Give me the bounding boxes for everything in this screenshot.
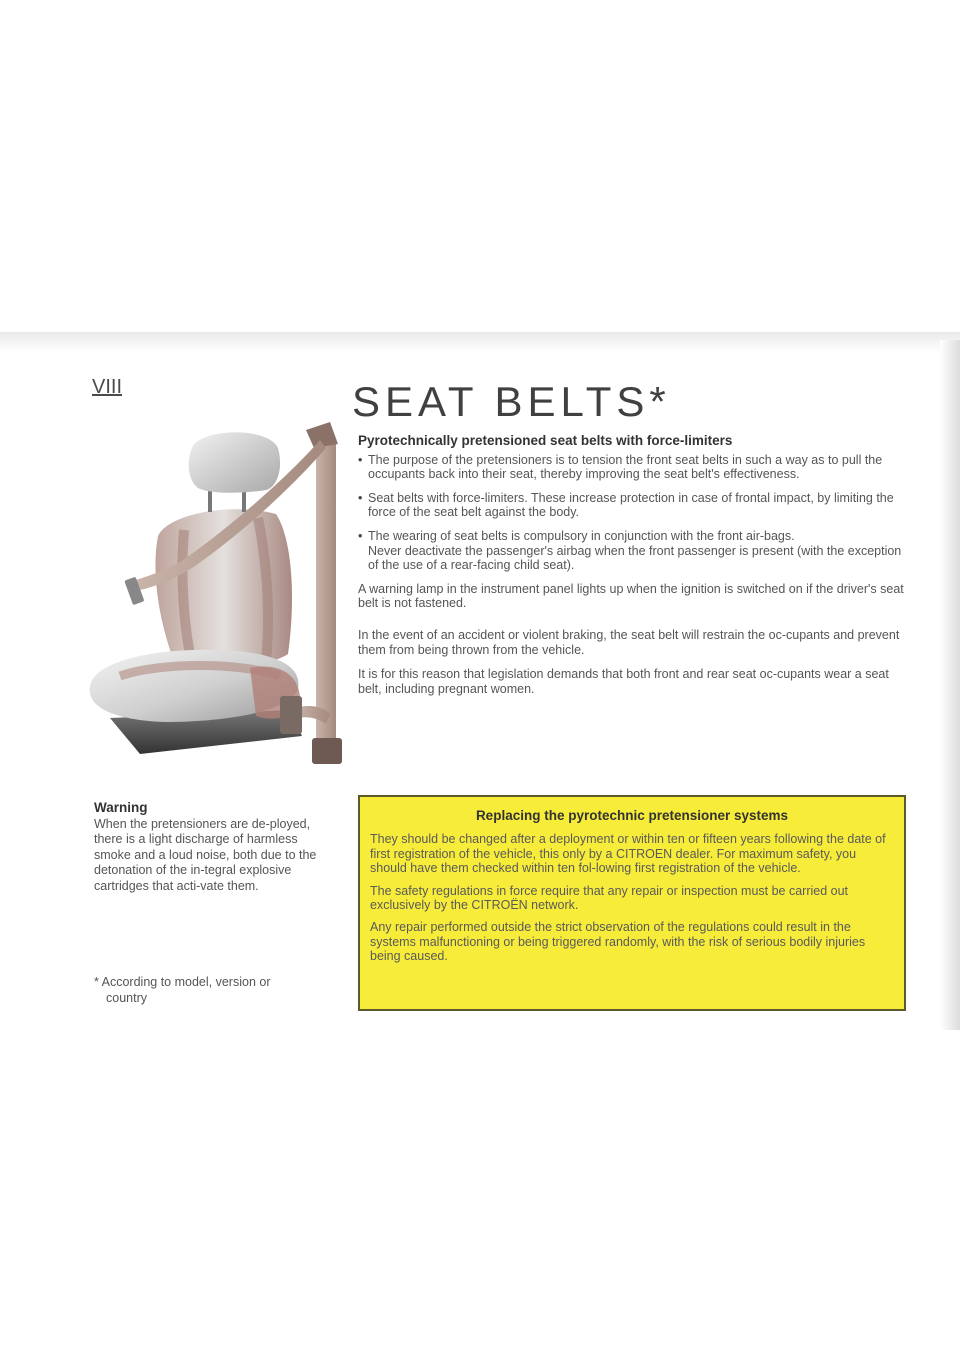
- info-box-paragraph: Any repair performed outside the strict observation of the regulations could result in the systems malfunctioning or being triggered randomly, with the risk of serious bodily injuries being caused.: [370, 920, 866, 964]
- list-item: [358, 453, 904, 482]
- footnote-line-1: * According to model, version or: [94, 975, 271, 989]
- warning-text: When the pretensioners are de-ployed, there is a light discharge of harmless smoke and a loud noise, both due to the detonation of the in-tegral explosive cartridges that acti-vate them.: [94, 816, 317, 893]
- seat-belt-illustration: [80, 418, 350, 783]
- page-top-shadow: [0, 332, 960, 352]
- headrest: [189, 432, 280, 493]
- warning-title: Warning: [94, 800, 148, 815]
- accident-text: In the event of an accident or violent braking, the seat belt will restrain the oc-cupants and prevent them from being thrown from the vehicle.: [358, 627, 900, 657]
- bullet-text-continued: Never deactivate the passenger's airbag when the front passenger is present (with the exception of the use of a rear-facing child seat).: [368, 543, 902, 573]
- info-box-paragraph: The safety regulations in force require that any repair or inspection must be carried out exclusively by the CITROËN network.: [370, 883, 849, 913]
- list-item: [358, 529, 904, 573]
- footnote: [94, 975, 334, 1006]
- bullet-text: • Seat belts with force-limiters. These increase protection in case of frontal impact, by limiting the force of the seat belt against the body.: [368, 490, 894, 520]
- belt-buckle: [280, 696, 302, 734]
- info-box: [358, 795, 906, 1011]
- bullet-text: • The purpose of the pretensioners is to tension the front seat belts in such a way as to pull the occupants back into their seat, thereby improving the seat belt's effectiveness.: [368, 452, 883, 482]
- bullet-text: • The wearing of seat belts is compulsory in conjunction with the front air-bags.: [368, 528, 795, 543]
- belt-retractor: [312, 738, 342, 764]
- section-heading: Pyrotechnically pretensioned seat belts with force-limiters: [358, 433, 733, 448]
- main-content: [358, 434, 904, 713]
- legislation-text: It is for this reason that legislation demands that both front and rear seat oc-cupants wear a seat belt, including pregnant women.: [358, 667, 889, 696]
- footnote-line-2: country: [106, 990, 147, 1005]
- info-box-paragraph: They should be changed after a deployment or within ten or fifteen years following the date of first registration of the vehicle, this only by a CITROEN dealer. For maximum safety, you should have them checked within ten fol-lowing first registration of the vehicle.: [370, 832, 886, 876]
- page-number: VIII: [92, 376, 123, 398]
- warning-block: [94, 800, 326, 894]
- page-title: SEAT BELTS*: [352, 378, 671, 425]
- bullet-list: [358, 453, 904, 573]
- list-item: [358, 491, 904, 520]
- warning-lamp-text: A warning lamp in the instrument panel lights up when the ignition is switched on if the driver's seat belt is not fastened.: [358, 581, 904, 611]
- page-right-edge: [940, 340, 960, 1030]
- info-box-heading: Replacing the pyrotechnic pretensioner systems: [475, 808, 789, 823]
